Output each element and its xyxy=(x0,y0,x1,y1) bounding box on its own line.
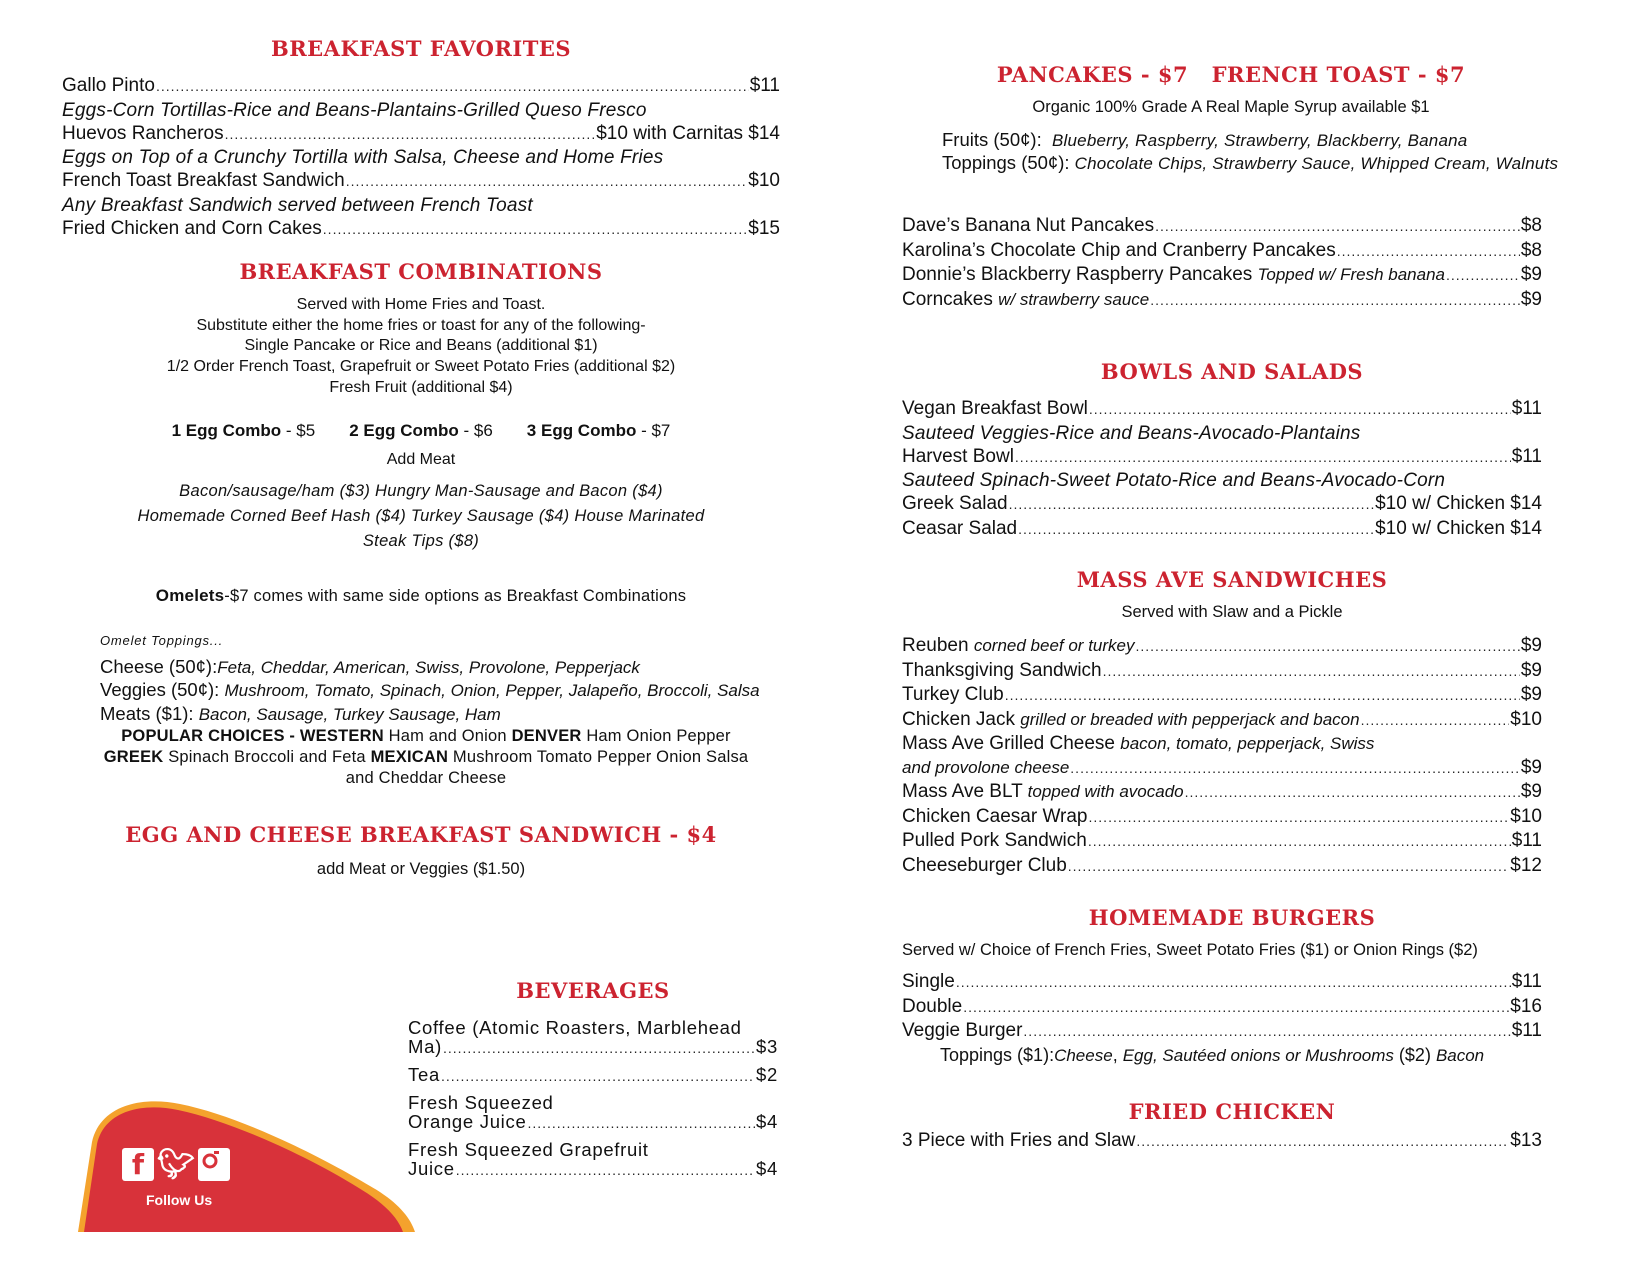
item-note: grilled or breaded with pepperjack and bacon xyxy=(1020,709,1360,729)
dot-leader xyxy=(1018,517,1374,542)
egg-sandwich-sub: add Meat or Veggies ($1.50) xyxy=(316,860,526,879)
item-price: $13 xyxy=(1510,1129,1542,1151)
omelets-line xyxy=(62,586,780,606)
dot-leader xyxy=(1155,214,1520,239)
dot-leader xyxy=(963,995,1509,1020)
pancake-fruits xyxy=(942,129,1570,152)
topping-values: Bacon xyxy=(1435,1045,1485,1065)
item-name: Ceasar Salad xyxy=(902,517,1018,539)
dot-leader xyxy=(225,122,596,147)
topping-sep: , xyxy=(1112,1044,1123,1065)
item-price: $9 xyxy=(1520,288,1542,310)
beverages-section xyxy=(408,978,778,1187)
menu-item-3-piece-chicken xyxy=(902,1129,1542,1154)
section-heading-homemade-burgers: HOMEMADE BURGERS xyxy=(1088,905,1376,930)
item-price: $11 xyxy=(749,75,780,96)
menu-item-greek-salad xyxy=(902,492,1542,517)
topping-values: Blueberry, Raspberry, Strawberry, Blackberry, Banana xyxy=(1052,131,1468,150)
popular-bold: MEXICAN xyxy=(370,748,449,767)
dot-leader xyxy=(1015,445,1511,470)
item-note: topped with avocado xyxy=(1027,782,1184,801)
egg-combo-3 xyxy=(527,421,671,441)
topping-veggies xyxy=(100,679,760,703)
dot-leader xyxy=(1136,634,1520,659)
item-name: Karolina’s Chocolate Chip and Cranberry Pancakes xyxy=(902,239,1336,261)
item-name: Donnie’s Blackberry Raspberry Pancakes xyxy=(902,264,1258,285)
meat-option-line: Bacon/sausage/ham ($3) Hungry Man-Sausage and Bacon ($4) xyxy=(179,481,663,500)
item-price: $11 xyxy=(1511,830,1542,851)
dot-leader xyxy=(956,970,1511,995)
item-price: $10 xyxy=(748,170,780,191)
popular-text: Ham and Onion xyxy=(383,727,512,746)
item-price: $10 with Carnitas $14 xyxy=(596,122,780,144)
social-icons xyxy=(122,1148,230,1181)
beverage-name: Orange Juice xyxy=(408,1111,527,1132)
topping-values: Egg, Sautéed onions or Mushrooms xyxy=(1122,1045,1394,1065)
meat-option-line: Homemade Corned Beef Hash ($4) Turkey Sausage ($4) House Marinated xyxy=(137,506,705,525)
section-heading-egg-sandwich: EGG AND CHEESE BREAKFAST SANDWICH - $4 xyxy=(125,822,717,848)
popular-choices xyxy=(62,726,762,789)
maple-syrup-note: Organic 100% Grade A Real Maple Syrup available $1 xyxy=(1032,98,1430,116)
egg-combo-2 xyxy=(349,421,493,441)
dot-leader xyxy=(1070,756,1520,781)
popular-bold: POPULAR CHOICES - WESTERN xyxy=(121,727,384,746)
follow-us-badge xyxy=(70,1096,420,1232)
topping-label: Cheese (50¢): xyxy=(100,655,218,677)
beverage-name: Ma) xyxy=(408,1036,442,1057)
right-column-items xyxy=(902,214,1602,1153)
section-heading-breakfast-favorites: BREAKFAST FAVORITES xyxy=(270,36,572,61)
dot-leader xyxy=(1068,854,1510,879)
section-heading-beverages: BEVERAGES xyxy=(516,978,670,1003)
dot-leader xyxy=(443,1037,755,1058)
meat-options xyxy=(62,479,780,554)
menu-item-reuben xyxy=(902,634,1542,659)
popular-text: Mushroom Tomato Pepper Onion Salsa and Cheddar Cheese xyxy=(345,748,749,788)
menu-item-gallo-pinto xyxy=(62,74,780,99)
section-heading-pancakes: PANCAKES - $7 FRENCH TOAST - $7 xyxy=(996,62,1466,87)
item-name: Greek Salad xyxy=(902,493,1008,514)
add-meat-label: Add Meat xyxy=(386,450,456,468)
dot-leader xyxy=(1089,397,1511,422)
item-price: $8 xyxy=(1520,239,1542,261)
menu-item-grilled-cheese xyxy=(902,732,1542,756)
left-column xyxy=(62,36,780,879)
burgers-sub: Served w/ Choice of French Fries, Sweet Potato Fries ($1) or Onion Rings ($2) xyxy=(902,941,1478,959)
combo-name: 2 Egg Combo xyxy=(349,420,459,440)
dot-leader xyxy=(1185,780,1520,805)
omelet-toppings-label: Omelet Toppings... xyxy=(100,632,224,648)
dot-leader xyxy=(441,1065,755,1086)
item-price: $15 xyxy=(748,217,780,239)
egg-combos xyxy=(62,421,780,441)
item-name: Single xyxy=(902,971,955,992)
popular-bold: DENVER xyxy=(511,727,582,746)
item-price: $11 xyxy=(1511,971,1542,992)
omelets-text: -$7 comes with same side options as Breakfast Combinations xyxy=(224,586,687,605)
dot-leader xyxy=(527,1112,755,1133)
item-name: Chicken Jack xyxy=(902,708,1021,730)
topping-values: Cheese xyxy=(1054,1045,1113,1065)
item-note: corned beef or turkey xyxy=(973,636,1135,655)
dot-leader xyxy=(346,169,748,194)
popular-text: Spinach Broccoli and Feta xyxy=(163,748,371,767)
menu-item-corncakes xyxy=(902,288,1542,313)
menu-item-fried-chicken-corn-cakes xyxy=(62,217,780,242)
item-name: Vegan Breakfast Bowl xyxy=(902,398,1088,419)
item-name: Mass Ave Grilled Cheese xyxy=(902,733,1121,754)
item-name: Pulled Pork Sandwich xyxy=(902,830,1087,851)
beverage-name-line: Fresh Squeezed xyxy=(408,1092,554,1113)
beverage-name: Tea xyxy=(408,1064,440,1085)
item-name: French Toast Breakfast Sandwich xyxy=(62,170,345,191)
menu-item-harvest-bowl xyxy=(902,445,1542,470)
beverage-tea xyxy=(408,1065,778,1086)
item-price: $12 xyxy=(1510,854,1542,876)
item-price: $9 xyxy=(1520,781,1542,802)
combo-desc-line: Single Pancake or Rice and Beans (additional $1) xyxy=(244,337,598,355)
topping-values: Mushroom, Tomato, Spinach, Onion, Pepper, Jalapeño, Broccoli, Salsa xyxy=(224,681,760,701)
item-price: $10 xyxy=(1510,805,1542,827)
menu-item-pulled-pork xyxy=(902,829,1542,854)
dot-leader xyxy=(1005,683,1520,708)
item-name: Cheeseburger Club xyxy=(902,854,1067,876)
item-description: Sauteed Spinach-Sweet Potato-Rice and Beans-Avocado-Corn xyxy=(902,470,1446,491)
item-price: $8 xyxy=(1520,215,1542,236)
topping-extra: ($2) xyxy=(1393,1044,1436,1065)
menu-item-single xyxy=(902,970,1542,995)
dot-leader xyxy=(1089,805,1510,830)
item-name: Chicken Caesar Wrap xyxy=(902,805,1088,827)
combo-description xyxy=(62,295,780,399)
menu-item-vegan-bowl xyxy=(902,397,1542,422)
item-price: $9 xyxy=(1520,756,1542,778)
item-price: $9 xyxy=(1520,659,1542,681)
item-name: Veggie Burger xyxy=(902,1020,1023,1041)
combo-desc-line: Fresh Fruit (additional $4) xyxy=(329,378,513,396)
topping-values: Bacon, Sausage, Turkey Sausage, Ham xyxy=(198,704,501,724)
dot-leader xyxy=(456,1159,755,1180)
omelets-title: Omelets xyxy=(155,585,225,605)
section-heading-fried-chicken: FRIED CHICKEN xyxy=(1128,1098,1336,1124)
menu-item-turkey-club xyxy=(902,683,1542,708)
dot-leader xyxy=(1446,263,1520,288)
meat-option-line: Steak Tips ($8) xyxy=(362,531,480,550)
item-name: Mass Ave BLT xyxy=(902,781,1028,802)
item-price: $11 xyxy=(1511,398,1542,419)
item-name: 3 Piece with Fries and Slaw xyxy=(902,1129,1136,1151)
pancake-items xyxy=(902,214,1602,312)
twitter-icon[interactable]: 🐦︎ xyxy=(156,1147,196,1182)
menu-item-veggie-burger xyxy=(902,1019,1542,1044)
beverage-price: $2 xyxy=(756,1064,778,1085)
combo-name: 1 Egg Combo xyxy=(171,420,282,440)
item-price: $11 xyxy=(1511,445,1542,467)
menu-item-karolinas-pancakes xyxy=(902,239,1542,264)
beverage-coffee xyxy=(408,1018,778,1058)
combo-price: - $5 xyxy=(281,420,316,440)
menu-item-french-toast-sandwich xyxy=(62,169,780,194)
topping-label: Fruits (50¢): xyxy=(942,129,1052,150)
menu-item-donnies-pancakes xyxy=(902,263,1542,288)
combo-desc-line: Substitute either the home fries or toast for any of the following- xyxy=(196,316,646,334)
item-name: Dave’s Banana Nut Pancakes xyxy=(902,215,1155,236)
beverage-orange-juice xyxy=(408,1093,778,1133)
popular-text: Ham Onion Pepper xyxy=(581,727,731,746)
menu-item-grilled-cheese-cont xyxy=(902,756,1542,781)
topping-cheese xyxy=(100,656,760,680)
topping-label: Toppings ($1): xyxy=(940,1044,1055,1065)
combo-desc-line: Served with Home Fries and Toast. xyxy=(296,296,546,313)
topping-meats xyxy=(100,703,760,727)
item-note: and provolone cheese xyxy=(902,757,1070,777)
beverage-price: $4 xyxy=(756,1111,778,1132)
popular-bold: GREEK xyxy=(103,748,164,767)
section-heading-bowls-salads: BOWLS AND SALADS xyxy=(1100,359,1364,384)
topping-label: Meats ($1): xyxy=(100,702,199,724)
topping-label: Veggies (50¢): xyxy=(100,679,225,701)
item-name: Reuben xyxy=(902,635,974,656)
egg-combo-1 xyxy=(172,421,316,441)
dot-leader xyxy=(1361,708,1510,733)
section-heading-breakfast-combinations: BREAKFAST COMBINATIONS xyxy=(239,259,603,284)
right-column xyxy=(902,62,1600,175)
menu-item-blt xyxy=(902,780,1542,805)
item-price: $11 xyxy=(1511,1020,1542,1041)
sandwiches-sub: Served with Slaw and a Pickle xyxy=(1121,603,1343,621)
menu-item-chicken-jack xyxy=(902,708,1542,733)
instagram-icon[interactable] xyxy=(198,1148,230,1181)
menu-item-double xyxy=(902,995,1542,1020)
item-name: Turkey Club xyxy=(902,684,1004,705)
item-name: Huevos Rancheros xyxy=(62,122,224,144)
beverage-price: $4 xyxy=(756,1158,778,1179)
menu-item-ceasar-salad xyxy=(902,517,1542,542)
combo-desc-line: 1/2 Order French Toast, Grapefruit or Sweet Potato Fries (additional $2) xyxy=(166,358,676,376)
facebook-icon[interactable]: f xyxy=(122,1148,154,1181)
follow-us-label: Follow Us xyxy=(146,1192,213,1208)
item-price: $9 xyxy=(1520,264,1542,285)
menu-item-huevos-rancheros xyxy=(62,122,780,147)
topping-label: Toppings (50¢): xyxy=(942,152,1075,173)
item-price: $10 w/ Chicken $14 xyxy=(1375,517,1542,539)
item-description: Eggs on Top of a Crunchy Tortilla with Salsa, Cheese and Home Fries xyxy=(62,147,664,168)
topping-values: Chocolate Chips, Strawberry Sauce, Whipped Cream, Walnuts xyxy=(1074,154,1559,173)
beverage-name: Juice xyxy=(408,1158,455,1179)
item-name: Gallo Pinto xyxy=(62,75,155,96)
combo-name: 3 Egg Combo xyxy=(526,420,637,440)
item-name: Harvest Bowl xyxy=(902,445,1014,467)
item-price: $10 xyxy=(1510,708,1542,730)
menu-item-cheeseburger-club xyxy=(902,854,1542,879)
item-name: Thanksgiving Sandwich xyxy=(902,659,1102,681)
section-heading-mass-ave-sandwiches: MASS AVE SANDWICHES xyxy=(1076,567,1388,592)
pancake-extra-toppings xyxy=(942,152,1570,175)
dot-leader xyxy=(1103,659,1520,684)
dot-leader xyxy=(1150,288,1520,313)
menu-item-daves-pancakes xyxy=(902,214,1542,239)
burger-toppings xyxy=(940,1044,1602,1067)
item-note: Topped w/ Fresh banana xyxy=(1257,265,1445,284)
topping-values: Feta, Cheddar, American, Swiss, Provolone, Pepperjack xyxy=(217,657,640,677)
combo-price: - $6 xyxy=(458,420,493,440)
dot-leader xyxy=(1088,829,1511,854)
item-name: Corncakes xyxy=(902,288,999,310)
beverage-name-line: Coffee (Atomic Roasters, Marblehead xyxy=(408,1017,742,1038)
item-description: Any Breakfast Sandwich served between French Toast xyxy=(62,194,533,216)
item-name: Fried Chicken and Corn Cakes xyxy=(62,217,322,239)
item-name: Double xyxy=(902,995,963,1017)
item-price: $9 xyxy=(1520,635,1542,656)
dot-leader xyxy=(323,217,748,242)
dot-leader xyxy=(156,74,749,99)
dot-leader xyxy=(1023,1019,1510,1044)
beverage-name-line: Fresh Squeezed Grapefruit xyxy=(408,1139,649,1160)
item-description: Sauteed Veggies-Rice and Beans-Avocado-Plantains xyxy=(902,422,1361,444)
omelet-toppings xyxy=(100,656,760,727)
item-price: $9 xyxy=(1520,684,1542,705)
dot-leader xyxy=(1337,239,1520,264)
item-price: $10 w/ Chicken $14 xyxy=(1375,493,1542,514)
item-note: w/ strawberry sauce xyxy=(998,289,1150,309)
beverage-price: $3 xyxy=(756,1036,778,1057)
menu-item-caesar-wrap xyxy=(902,805,1542,830)
pancake-toppings xyxy=(942,129,1570,175)
dot-leader xyxy=(1009,492,1374,517)
item-description: Eggs-Corn Tortillas-Rice and Beans-Plantains-Grilled Queso Fresco xyxy=(62,99,647,121)
dot-leader xyxy=(1136,1129,1509,1154)
item-price: $16 xyxy=(1510,995,1542,1017)
item-note: bacon, tomato, pepperjack, Swiss xyxy=(1120,734,1375,753)
menu-item-thanksgiving xyxy=(902,659,1542,684)
combo-price: - $7 xyxy=(636,420,671,440)
beverage-grapefruit-juice xyxy=(408,1140,778,1180)
